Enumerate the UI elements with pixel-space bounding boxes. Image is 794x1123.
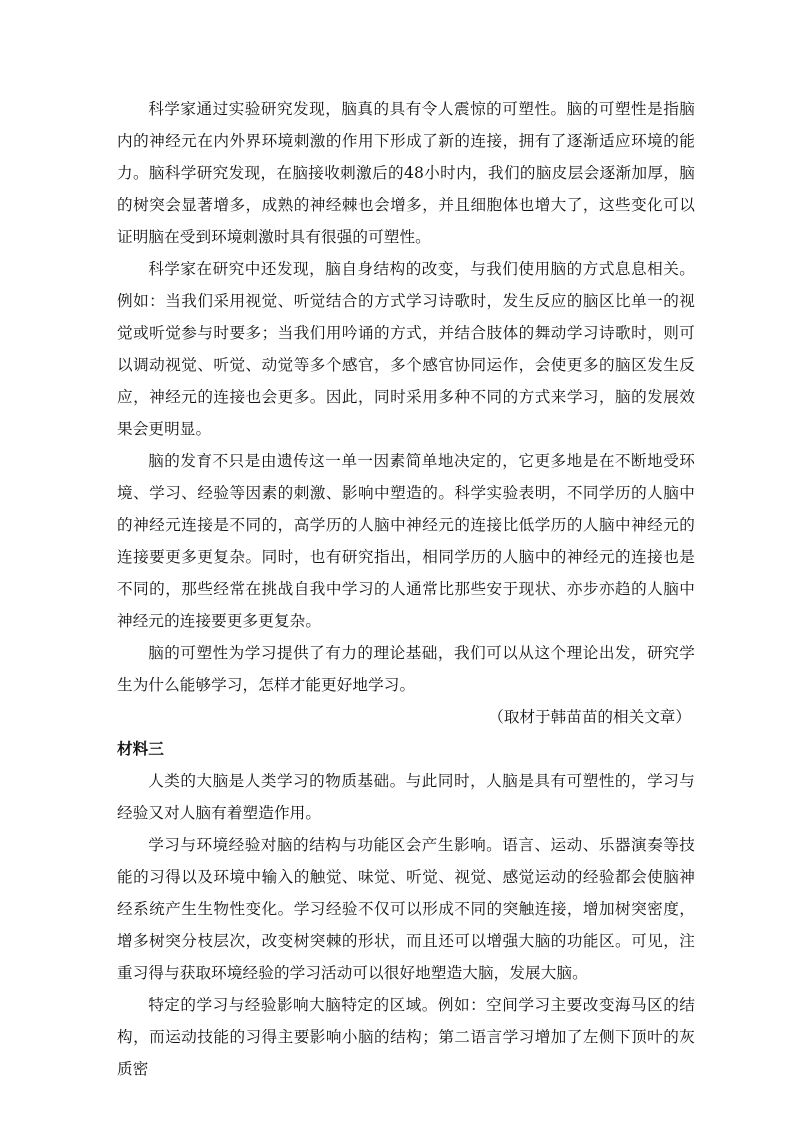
paragraph: 特定的学习与经验影响大脑特定的区域。例如：空间学习主要改变海马区的结构，而运动技能的习得主要影响小脑的结构；第二语言学习增加了左侧下顶叶的灰质密 [117,996,695,1078]
paragraph: 人类的大脑是人类学习的物质基础。与此同时，人脑是具有可塑性的，学习与经验又对人脑有着塑造作用。 [117,772,695,822]
paragraph: 学习与环境经验对脑的结构与功能区会产生影响。语言、运动、乐器演奏等技能的习得以及环境中输入的触觉、味觉、听觉、视觉、感觉运动的经验都会使脑神经系统产生生物性变化。学习经验不仅可以形成不同的突触连接，增加树突密度，增多树突分枝层次，改变树突棘的形状，而且还可以增强大脑的功能区。可见，注重习得与获取环境经验的学习活动可以很好地塑造大脑，发展大脑。 [117,836,695,982]
paragraph: 科学家在研究中还发现，脑自身结构的改变，与我们使用脑的方式息息相关。例如：当我们采用视觉、听觉结合的方式学习诗歌时，发生反应的脑区比单一的视觉或听觉参与时要多；当我们用吟诵的方式，并结合肢体的舞动学习诗歌时，则可以调动视觉、听觉、动觉等多个感官，多个感官协同运作，会使更多的脑区发生反应，神经元的连接也会更多。因此，同时采用多种不同的方式来学习，脑的发展效果会更明显。 [117,260,695,438]
paragraph: 脑的可塑性为学习提供了有力的理论基础，我们可以从这个理论出发，研究学生为什么能够学习，怎样才能更好地学习。 [117,644,695,694]
source-citation: （取材于韩苗苗的相关文章） [488,708,691,726]
section-heading: 材料三 [117,740,164,758]
paragraph: 科学家通过实验研究发现，脑真的具有令人震惊的可塑性。脑的可塑性是指脑内的神经元在内外界环境刺激的作用下形成了新的连接，拥有了逐渐适应环境的能力。脑科学研究发现，在脑接收刺激后的48小时内，我们的脑皮层会逐渐加厚，脑的树突会显著增多，成熟的神经棘也会增多，并且细胞体也增大了，这些变化可以证明脑在受到环境刺激时具有很强的可塑性。 [117,100,695,246]
paragraph: 脑的发育不只是由遗传这一单一因素简单地决定的，它更多地是在不断地受环境、学习、经验等因素的刺激、影响中塑造的。科学实验表明，不同学历的人脑中的神经元连接是不同的，高学历的人脑中神经元的连接比低学历的人脑中神经元的连接要更多更复杂。同时，也有研究指出，相同学历的人脑中的神经元的连接也是不同的，那些经常在挑战自我中学习的人通常比那些安于现状、亦步亦趋的人脑中神经元的连接要更多更复杂。 [117,452,695,630]
document-page [117,93,695,1085]
